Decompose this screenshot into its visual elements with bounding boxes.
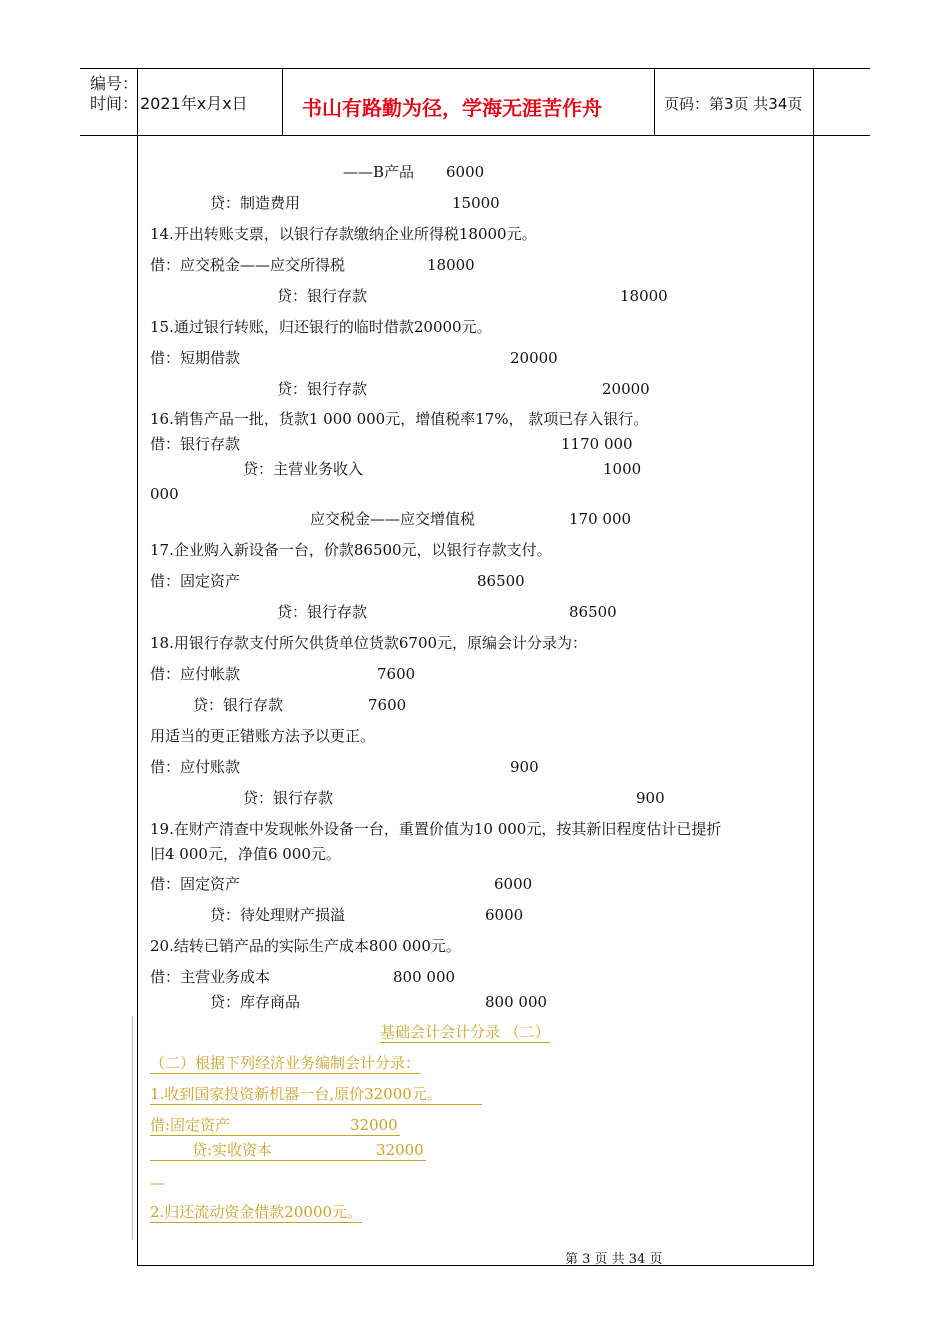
entry-amount: 7600 [368, 696, 407, 714]
entry-amount-continued: 000 [150, 485, 179, 503]
entry-line: 贷：银行存款 [243, 789, 334, 807]
entry-amount: 15000 [452, 194, 500, 212]
section-intro: （二）根据下列经济业务编制会计分录： [150, 1054, 421, 1072]
entry-amount: 1170 000 [561, 435, 633, 453]
entry-line: 借：短期借款 [150, 349, 241, 367]
number-label: 编号： [90, 74, 139, 93]
entry-line: 借：银行存款 [150, 435, 241, 453]
frame-left [137, 68, 138, 1266]
question-17: 17.企业购入新设备一台，价款86500元，以银行存款支付。 [150, 541, 552, 559]
entry-amount: 900 [510, 758, 539, 776]
section-entry-line [150, 1116, 400, 1136]
entry-amount: 18000 [427, 256, 475, 274]
entry-line: 借：固定资产 [150, 875, 241, 893]
entry-line: 贷：制造费用 [210, 194, 301, 212]
entry-line: 贷：银行存款 [277, 603, 368, 621]
entry-amount: 900 [636, 789, 665, 807]
header-date: 2021年x月x日 [140, 94, 248, 113]
entry-label: 贷:实收资本 [192, 1141, 273, 1159]
entry-line: 贷：库存商品 [210, 993, 301, 1011]
entry-amount: 7600 [377, 665, 416, 683]
entry-line: 贷：待处理财产损溢 [210, 906, 346, 924]
page-footer: 第 3 页 共 34 页 [565, 1252, 663, 1267]
entry-amount: 86500 [477, 572, 525, 590]
header-divider-2 [654, 68, 655, 136]
section-question-2: 2.归还流动资金借款20000元。 [150, 1203, 363, 1221]
entry-amount: 32000 [376, 1141, 424, 1159]
frame-right [813, 68, 814, 1266]
entry-line: 借：固定资产 [150, 572, 241, 590]
section-question-1: 1.收到国家投资新机器一台,原价32000元。 [150, 1085, 482, 1105]
entry-amount: 20000 [510, 349, 558, 367]
entry-amount: 32000 [350, 1116, 398, 1134]
entry-line: ——B产品 [343, 163, 415, 181]
entry-amount: 20000 [602, 380, 650, 398]
entry-amount: 18000 [620, 287, 668, 305]
entry-amount: 86500 [569, 603, 617, 621]
header-page-info: 页码：第3页 共34页 [664, 95, 803, 113]
entry-label: 借:固定资产 [150, 1116, 231, 1134]
entry-line: 贷：银行存款 [277, 380, 368, 398]
question-16: 16.销售产品一批，货款1 000 000元，增值税率17%， 款项已存入银行。 [150, 410, 649, 428]
entry-line: 借：应交税金——应交所得税 [150, 256, 346, 274]
entry-line: 借：应付帐款 [150, 665, 241, 683]
entry-line: 应交税金——应交增值税 [310, 510, 476, 528]
header-motto: 书山有路勤为径，学海无涯苦作舟 [302, 96, 602, 120]
entry-line: 借：应付账款 [150, 758, 241, 776]
frame-bottom [137, 1265, 814, 1266]
question-14: 14.开出转账支票，以银行存款缴纳企业所得税18000元。 [150, 225, 537, 243]
question-15: 15.通过银行转账，归还银行的临时借款20000元。 [150, 318, 492, 336]
entry-amount: 6000 [446, 163, 485, 181]
section-entry-line [150, 1141, 426, 1161]
entry-line: 贷：主营业务收入 [243, 460, 364, 478]
entry-line: 贷：银行存款 [193, 696, 284, 714]
time-label: 时间： [90, 94, 139, 113]
revision-bar [132, 1016, 133, 1240]
section-title: 基础会计会计分录 （二） [380, 1023, 550, 1041]
question-19-cont: 旧4 000元，净值6 000元。 [150, 845, 341, 863]
instruction-line: 用适当的更正错账方法予以更正。 [150, 727, 376, 745]
section-dash: — [150, 1174, 165, 1192]
entry-amount: 1000 [603, 460, 642, 478]
question-20: 20.结转已销产品的实际生产成本800 000元。 [150, 937, 461, 955]
header-divider-1 [282, 68, 283, 136]
question-18: 18.用银行存款支付所欠供货单位货款6700元，原编会计分录为： [150, 634, 588, 652]
entry-amount: 800 000 [485, 993, 548, 1011]
header-top-rule [80, 68, 870, 69]
question-19: 19.在财产清查中发现帐外设备一台，重置价值为10 000元，按其新旧程度估计已提折 [150, 820, 722, 838]
entry-amount: 6000 [494, 875, 533, 893]
entry-amount: 6000 [485, 906, 524, 924]
entry-amount: 170 000 [569, 510, 632, 528]
entry-amount: 800 000 [393, 968, 456, 986]
header-bottom-rule [80, 135, 870, 136]
entry-line: 借：主营业务成本 [150, 968, 271, 986]
entry-line: 贷：银行存款 [277, 287, 368, 305]
